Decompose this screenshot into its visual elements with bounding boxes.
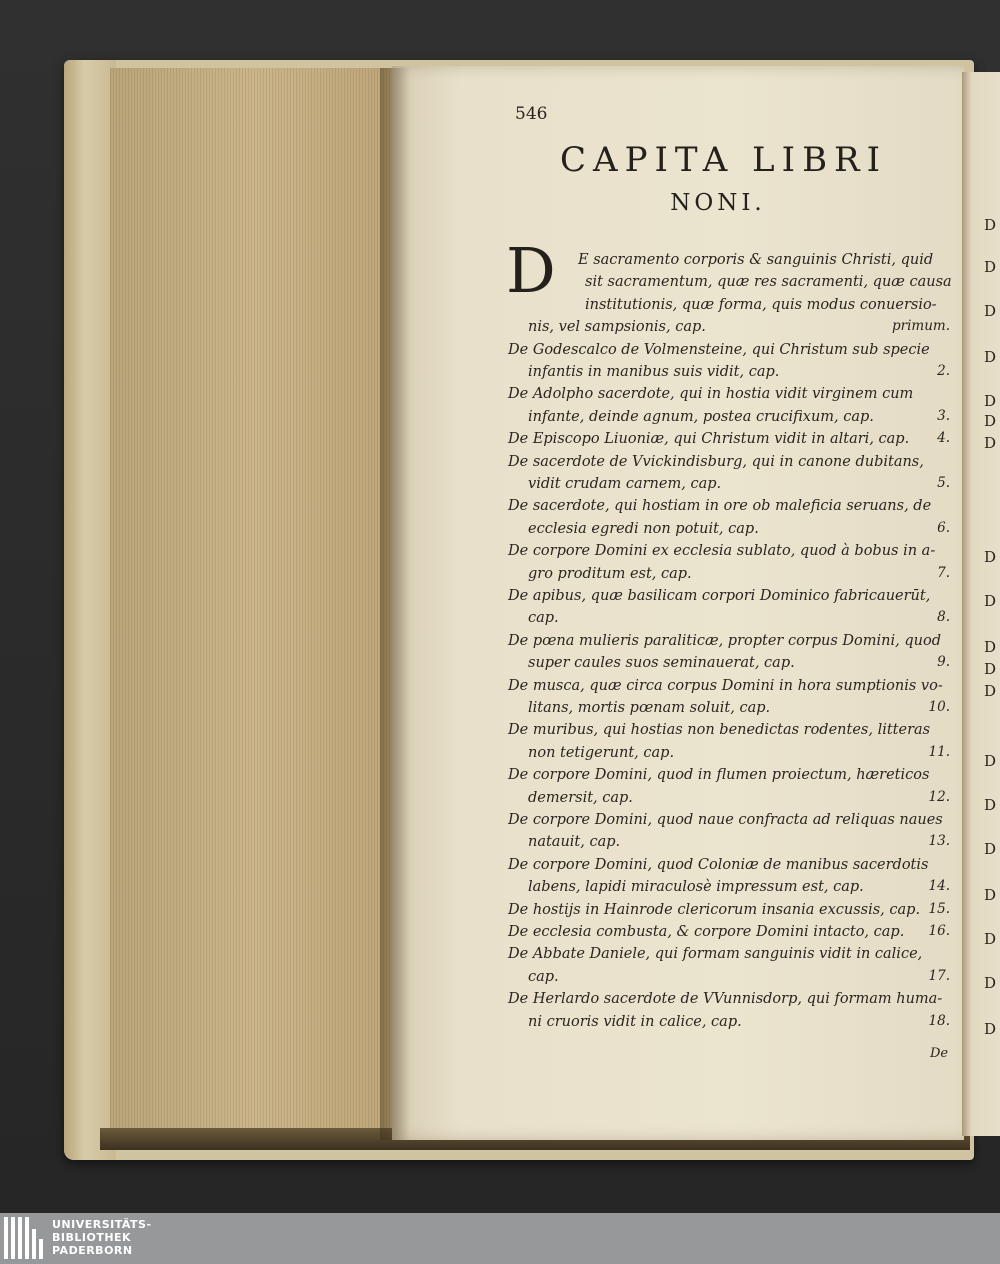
toc-entry-number: 14. xyxy=(928,878,950,895)
toc-entry-line: De sacerdote, qui hostiam in ore ob maleficia seruans, de xyxy=(508,498,932,515)
toc-entry-line: De Episcopo Liuoniæ, qui Christum vidit in altari, cap. xyxy=(508,431,910,448)
toc-entry-line: cap. xyxy=(528,968,559,985)
toc-entry-number: 5. xyxy=(937,475,950,491)
toc-entry-number: 8. xyxy=(937,609,950,626)
toc-entry-line: litans, mortis pœnam soluit, cap. xyxy=(528,700,771,716)
toc-entry-line: De corpore Domini, quod in flumen proiectum, hæreticos xyxy=(508,767,930,784)
toc-entry-number: 2. xyxy=(937,363,950,379)
toc-entry-number: 16. xyxy=(928,923,950,939)
chapter-heading: CAPITA LIBRI xyxy=(560,140,888,180)
toc-entry-line: De hostijs in Hainrode clericorum insania excussis, cap. xyxy=(508,901,921,918)
toc-entry-line: De Godescalco de Volmensteine, qui Christum sub specie xyxy=(508,341,930,358)
toc-entry-line: De ecclesia combusta, & corpore Domini intacto, cap. xyxy=(508,924,905,940)
toc-entry-line: labens, lapidi miraculosè impressum est, cap. xyxy=(528,879,864,896)
chapter-subheading: NONI. xyxy=(670,190,766,216)
catchword: De xyxy=(930,1046,949,1061)
toc-entry-number: 6. xyxy=(937,519,950,536)
toc-entry-line: cap. xyxy=(528,610,559,627)
toc-entry-line: super caules suos seminauerat, cap. xyxy=(528,655,795,672)
toc-entry-number: 3. xyxy=(937,407,950,424)
toc-entry-number: 15. xyxy=(928,900,950,917)
toc-entry-number: primum. xyxy=(891,318,950,335)
toc-entry-number: 18. xyxy=(928,1012,950,1029)
toc-entry-line: De corpore Domini, quod Coloniæ de manibus sacerdotis xyxy=(508,856,929,873)
library-logo-text: UNIVERSITÄTS- BIBLIOTHEK PADERBORN xyxy=(52,1218,152,1257)
toc-entry-line: De musca, quæ circa corpus Domini in hora sumptionis vo- xyxy=(508,677,943,694)
toc-entry-line: nis, vel sampsionis, cap. xyxy=(528,319,706,336)
toc-entry-line: natauit, cap. xyxy=(528,834,621,851)
toc-entry-line: infantis in manibus suis vidit, cap. xyxy=(528,364,780,380)
toc-entry-line: De pœna mulieris paraliticæ, propter corpus Domini, quod xyxy=(508,632,941,649)
page-edges xyxy=(110,68,397,1140)
library-footer xyxy=(0,1213,1000,1264)
toc-entry-line: vidit crudam carnem, cap. xyxy=(528,476,722,492)
toc-entry-line: De Abbate Daniele, qui formam sanguinis vidit in calice, xyxy=(508,946,923,963)
toc-entry-number: 17. xyxy=(928,967,950,984)
toc-entry-line: infante, deinde agnum, postea crucifixum, cap. xyxy=(528,408,874,425)
toc-entry-line: De corpore Domini, quod naue confracta ad reliquas naues xyxy=(508,812,943,828)
toc-entry-line: demersit, cap. xyxy=(528,789,633,806)
toc-entry-line: ni cruoris vidit in calice, cap. xyxy=(528,1013,742,1030)
gutter-shadow xyxy=(380,68,410,1140)
toc-entry-line: non tetigerunt, cap. xyxy=(528,744,675,761)
toc-entry-line: De sacerdote de Vvickindisburg, qui in canone dubitans, xyxy=(508,453,924,470)
toc-entry-number: 13. xyxy=(928,833,950,850)
drop-capital: D xyxy=(506,234,556,307)
toc-entry-number: 4. xyxy=(937,430,950,447)
page-number: 546 xyxy=(515,104,548,124)
toc-entry-line: institutionis, quæ forma, quis modus conuersio- xyxy=(585,296,937,313)
toc-entry-number: 9. xyxy=(937,654,950,671)
toc-entry-line: gro proditum est, cap. xyxy=(528,565,692,582)
toc-entry-line: De corpore Domini ex ecclesia sublato, quod à bobus in a- xyxy=(508,543,936,560)
toc-entry-number: 11. xyxy=(928,743,950,760)
toc-entry-number: 10. xyxy=(928,699,950,715)
toc-entry-line: E sacramento corporis & sanguinis Christi, quid xyxy=(578,252,934,268)
book-cover-edge xyxy=(64,60,116,1160)
toc-entry-line: De Adolpho sacerdote, qui in hostia vidit virginem cum xyxy=(508,386,914,403)
toc-entry-line: De muribus, qui hostias non benedictas rodentes, litteras xyxy=(508,722,931,739)
toc-entry-line: ecclesia egredi non potuit, cap. xyxy=(528,520,759,537)
adjacent-page-edge: D D D D D D D D D D D D D D D D D D D xyxy=(962,72,1000,1136)
toc-entry-line: sit sacramentum, quæ res sacramenti, quæ causa xyxy=(585,274,952,291)
toc-entry-number: 12. xyxy=(928,788,950,805)
toc-entry-line: De apibus, quæ basilicam corpori Dominico fabricauerūt, xyxy=(508,588,931,604)
library-logo-icon xyxy=(4,1217,46,1259)
toc-entry-number: 7. xyxy=(937,564,950,581)
toc-entry-line: De Herlardo sacerdote de VVunnisdorp, qui formam huma- xyxy=(508,991,943,1008)
